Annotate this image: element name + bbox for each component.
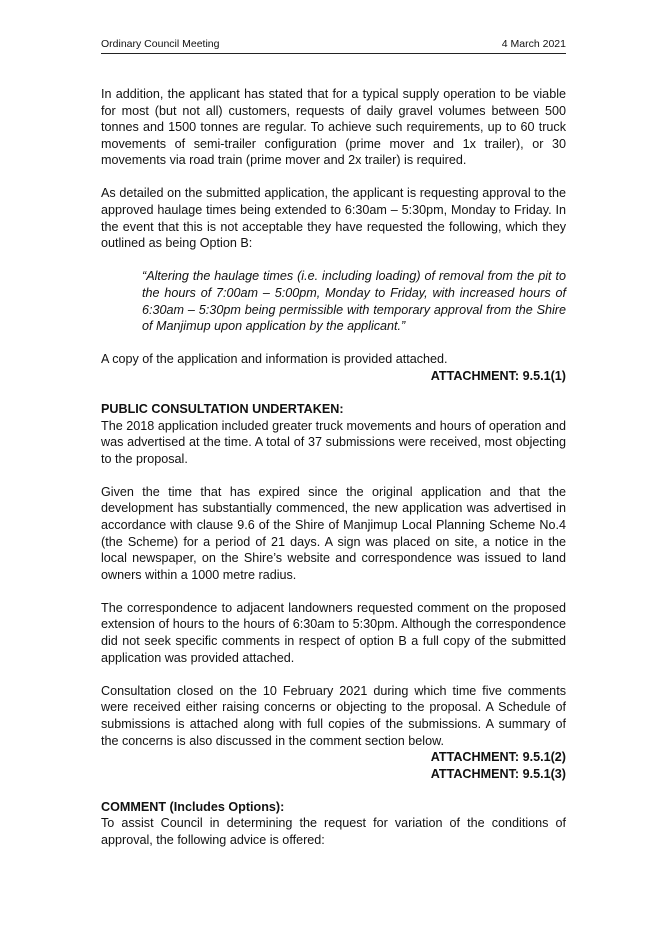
- paragraph-advertising: Given the time that has expired since the original application and that the development has substantially commenced, the new application was advertised in accordance with clause 9.6 of the Shire of Manjimup Local Planning Scheme No.4 (the Scheme) for a period of 21 days. A sign was placed on site, a notice in the local newspaper, on the Shire’s website and correspondence was issued to land owners within a 1000 metre radius.: [101, 484, 566, 582]
- paragraph-2018-application: The 2018 application included greater truck movements and hours of operation and was advertised at the time. A total of 37 submissions were received, most objecting to the proposal.: [101, 418, 566, 466]
- attachment-ref-2: ATTACHMENT: 9.5.1(2): [430, 750, 566, 765]
- page-header: [101, 37, 566, 54]
- document-body: [101, 86, 566, 865]
- paragraph-landowner-correspondence: The correspondence to adjacent landowners requested comment on the proposed extension of hours to the hours of 6:30am to 5:30pm. Although the correspondence did not seek specific comments in respect of option B a full copy of the submitted application was provided attached.: [101, 600, 566, 665]
- paragraph-consultation-closed: Consultation closed on the 10 February 2021 during which time five comments were received either raising concerns or objecting to the proposal. A Schedule of submissions is attached along with full copies of the submissions. A summary of the concerns is also discussed in the comment section below.: [101, 683, 566, 748]
- attachment-ref-3: ATTACHMENT: 9.5.1(3): [430, 766, 566, 781]
- paragraph-haulage-request: As detailed on the submitted application, the applicant is requesting approval to the approved haulage times being extended to 6:30am – 5:30pm, Monday to Friday. In the event that this is not acceptable they have requested the following, which they outlined as being Option B:: [101, 186, 566, 251]
- attachment-ref-1: ATTACHMENT: 9.5.1(1): [430, 368, 566, 383]
- heading-comment: COMMENT (Includes Options):: [101, 799, 285, 814]
- meeting-date: 4 March 2021: [501, 38, 566, 50]
- paragraph-advice: To assist Council in determining the request for variation of the conditions of approval, the following advice is offered:: [101, 816, 566, 847]
- quote-option-b: “Altering the haulage times (i.e. including loading) of removal from the pit to the hours of 7:00am – 5:00pm, Monday to Friday, with increased hours of 6:30am – 5:30pm being permissible with temporary approval from the Shire of Manjimup upon application by the applicant.”: [142, 269, 566, 334]
- paragraph-application-copy: A copy of the application and information is provided attached.: [101, 352, 448, 367]
- heading-public-consultation: PUBLIC CONSULTATION UNDERTAKEN:: [101, 401, 344, 416]
- paragraph-supply-volumes: In addition, the applicant has stated that for a typical supply operation to be viable for most (but not all) customers, requests of daily gravel volumes between 500 tonnes and 1500 tonnes are regular. To achieve such requirements, up to 60 truck movements of semi-trailer configuration (prime mover and 1x trailer), or 30 movements via road train (prime mover and 2x trailer) is required.: [101, 87, 566, 168]
- meeting-title: Ordinary Council Meeting: [101, 38, 220, 50]
